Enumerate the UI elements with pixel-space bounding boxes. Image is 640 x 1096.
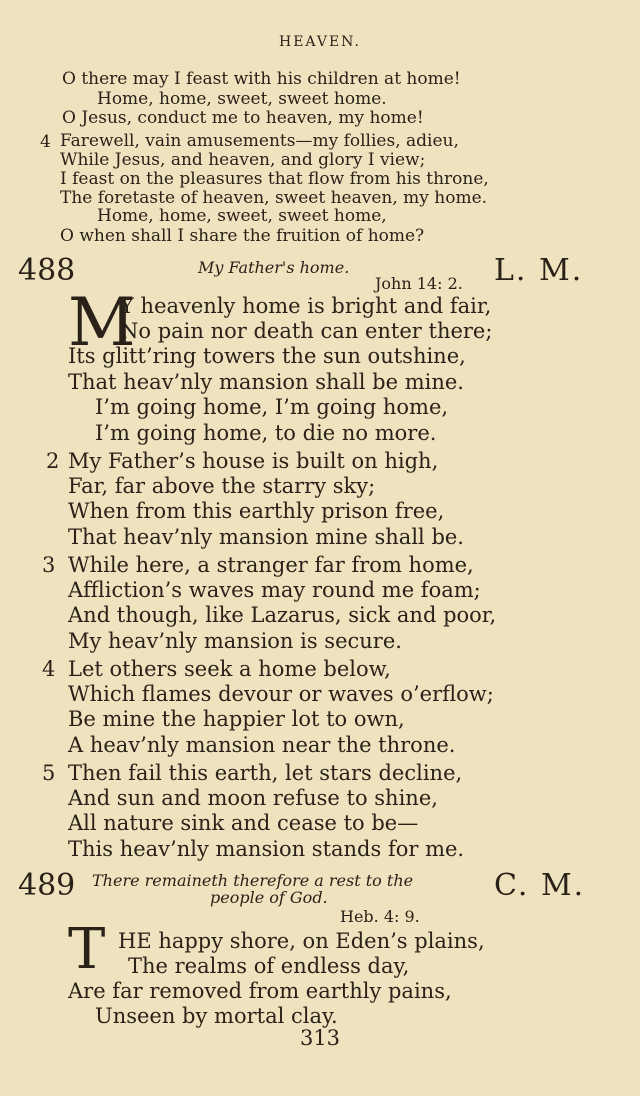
verse-line: O when shall I share the fruition of home? [60,226,425,246]
verse-line: I’m going home, to die no more. [95,421,437,445]
stanza-number: 4 [42,657,56,681]
hymn-number: 488 [18,253,76,288]
verse-line: Y heavenly home is bright and fair, [120,294,492,318]
stanza-number: 5 [42,761,56,785]
verse-line: While here, a stranger far from home, [68,553,474,577]
verse-line: Unseen by mortal clay. [95,1004,338,1028]
verse-line: Which flames devour or waves o’erflow; [68,682,494,706]
verse-line: Far, far above the starry sky; [68,474,376,498]
verse-line: That heav’nly mansion mine shall be. [68,525,464,549]
verse-line: Let others seek a home below, [68,657,391,681]
verse-line: I feast on the pleasures that flow from his throne, [60,169,489,189]
verse-line: The foretaste of heaven, sweet heaven, my home. [60,188,488,208]
verse-line: HE happy shore, on Eden’s plains, [118,929,485,953]
verse-line: All nature sink and cease to be— [68,811,419,835]
verse-line: Are far removed from earthly pains, [68,979,452,1003]
stanza-number: 3 [42,553,56,577]
verse-line: Be mine the happier lot to own, [68,707,405,731]
verse-line: My Father’s house is built on high, [68,449,439,473]
tune-title: There remaineth therefore a rest to the [92,871,414,890]
verse-line: Then fail this earth, let stars decline, [68,761,463,785]
scripture-reference: Heb. 4: 9. [340,907,420,926]
verse-line: Home, home, sweet, sweet home. [97,89,387,109]
verse-line: The realms of endless day, [128,954,410,978]
verse-line: This heav’nly mansion stands for me. [68,837,465,861]
verse-line: A heav’nly mansion near the throne. [68,733,456,757]
stanza-number: 4 [40,132,51,152]
page-number: 313 [299,1026,341,1050]
drop-cap: T [68,917,106,982]
verse-line: Farewell, vain amusements—my follies, adieu, [60,131,459,151]
verse-line: While Jesus, and heaven, and glory I view; [60,150,426,170]
verse-line: O there may I feast with his children at home! [62,69,461,89]
scripture-reference: John 14: 2. [375,274,463,293]
verse-line: That heav’nly mansion shall be mine. [68,370,464,394]
tune-title: people of God. [210,888,328,907]
verse-line: Its glitt’ring towers the sun outshine, [68,344,466,368]
verse-line: O Jesus, conduct me to heaven, my home! [62,108,424,128]
running-header: HEAVEN. [279,34,361,50]
stanza-number: 2 [46,449,60,473]
meter: C. M. [494,868,586,903]
verse-line: My heav’nly mansion is secure. [68,629,402,653]
meter: L. M. [494,253,584,288]
tune-title: My Father's home. [198,258,350,277]
verse-line: Affliction’s waves may round me foam; [68,578,481,602]
verse-line: I’m going home, I’m going home, [95,395,449,419]
verse-line: When from this earthly prison free, [68,499,445,523]
drop-cap: M [68,284,136,361]
hymn-number: 489 [18,868,76,903]
verse-line: No pain nor death can enter there; [120,319,493,343]
verse-line: And sun and moon refuse to shine, [68,786,438,810]
verse-line: And though, like Lazarus, sick and poor, [68,603,497,627]
verse-line: Home, home, sweet, sweet home, [97,206,387,226]
